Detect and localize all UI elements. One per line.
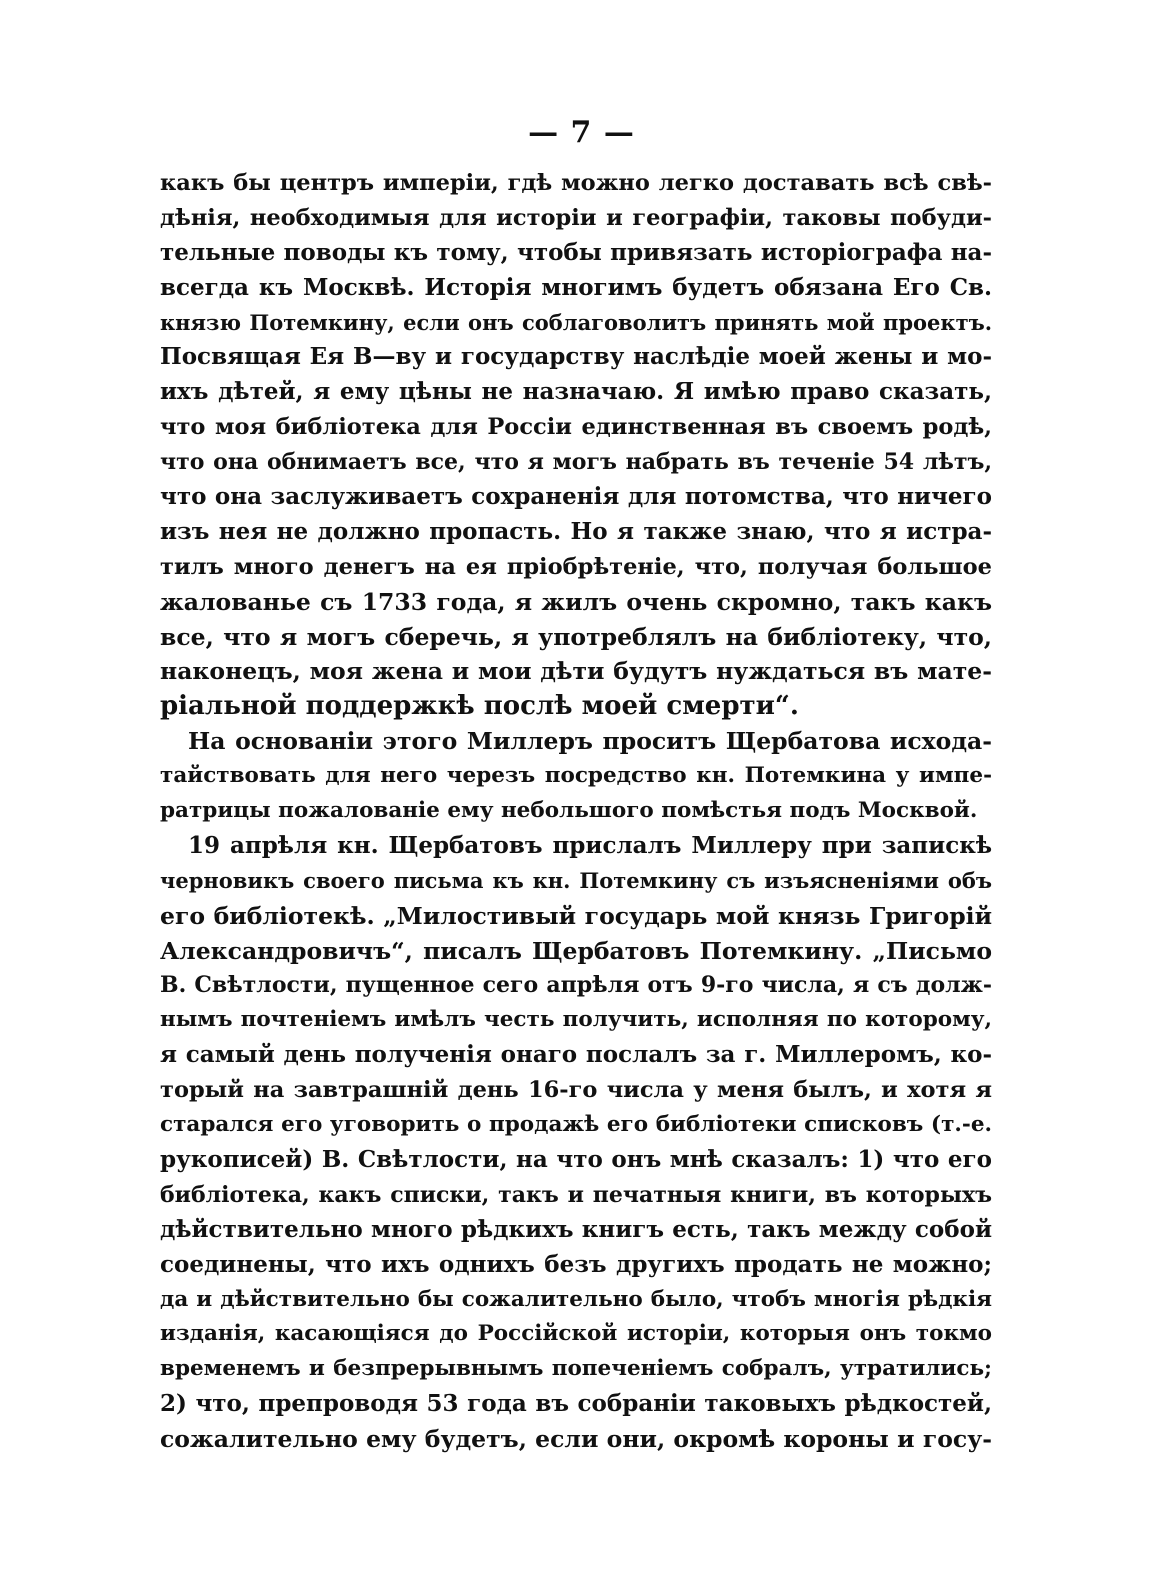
text-line: 19 апрѣля кн. Щербатовъ прислалъ Миллеру при запискѣ [188,831,992,859]
text-line: я самый день полученія онаго послалъ за г. Миллеромъ, ко- [160,1041,992,1069]
text-line: торый на завтрашній день 16-го числа у меня былъ, и хотя я [160,1077,992,1104]
text-line: 2) что, препроводя 53 года въ собраніи таковыхъ рѣдкостей, [160,1390,992,1418]
text-line: ріальной поддержкѣ послѣ моей смерти“. [160,691,799,722]
text-line: что она обнимаетъ все, что я могъ набрать въ теченіе 54 лѣтъ, [160,449,992,476]
text-line: ратрицы пожалованіе ему небольшого помѣстья подъ Москвой. [160,798,978,824]
text-line: нымъ почтеніемъ имѣлъ честь получить, исполняя по которому, [160,1007,992,1033]
text-line: изъ нея не должно пропасть. Но я также знаю, что я истра- [160,517,992,545]
text-line: изданія, касающіяся до Россійской исторіи, которыя онъ токмо [160,1321,992,1347]
text-line: тилъ много денегъ на ея пріобрѣтеніе, что, получая большое [160,553,992,580]
text-line: да и дѣйствительно бы сожалительно было, чтобъ многія рѣдкія [160,1286,992,1312]
text-line: тайствовать для него черезъ посредство кн. Потемкина у импе- [160,763,992,789]
text-line: всегда къ Москвѣ. Исторія многимъ будетъ обязана Его Св. [160,273,992,301]
text-line: тельные поводы къ тому, чтобы привязать исторіографа на- [160,238,992,266]
text-line: какъ бы центръ имперіи, гдѣ можно легко доставать всѣ свѣ- [160,170,992,196]
text-line: его библіотекѣ. „Милостивый государь мой князь Григорій [160,901,992,930]
text-line: На основаніи этого Миллеръ проситъ Щербатова исхода- [188,727,992,756]
text-line: Посвящая Ея В—ву и государству наслѣдіе моей жены и мо- [160,343,992,371]
text-line: жалованье съ 1733 года, я жилъ очень скромно, такъ какъ [160,587,992,616]
text-line: В. Свѣтлости, пущенное сего апрѣля отъ 9-го числа, я съ долж- [160,972,992,999]
text-line: дѣнія, необходимыя для исторіи и географіи, таковы побуди- [160,204,992,231]
text-line: все, что я могъ сберечь, я употреблялъ на библіотеку, что, [160,622,992,651]
text-line: рукописей) В. Свѣтлости, на что онъ мнѣ сказалъ: 1) что его [160,1145,992,1173]
text-line: старался его уговорить о продажѣ его библіотеки списковъ (т.-е. [160,1112,992,1138]
text-line: библіотека, какъ списки, такъ и печатныя книги, въ которыхъ [160,1181,992,1208]
text-line: что она заслуживаетъ сохраненія для потомства, что ничего [160,483,992,511]
text-line: Александровичъ“, писалъ Щербатовъ Потемкину. „Письмо [160,936,992,965]
text-line: временемъ и безпрерывнымъ попеченіемъ собралъ, утратились; [160,1356,992,1382]
text-line: наконецъ, моя жена и мои дѣти будутъ нуждаться въ мате- [160,657,992,686]
text-line: соединены, что ихъ однихъ безъ другихъ продать не можно; [160,1250,992,1278]
text-line: черновикъ своего письма къ кн. Потемкину съ изъясненіями объ [160,867,992,893]
text-line: что моя библіотека для Россіи единственная въ своемъ родѣ, [160,414,992,441]
page-number: — 7 — [528,115,635,150]
text-line: дѣйствительно много рѣдкихъ книгъ есть, такъ между собой [160,1215,992,1243]
body-text [160,166,992,1457]
text-line: князю Потемкину, если онъ соблаговолитъ принять мой проектъ. [160,309,992,335]
text-line: сожалительно ему будетъ, если они, окромѣ короны и госу- [160,1425,992,1454]
text-line: ихъ дѣтей, я ему цѣны не назначаю. Я имѣю право сказать, [160,378,992,406]
